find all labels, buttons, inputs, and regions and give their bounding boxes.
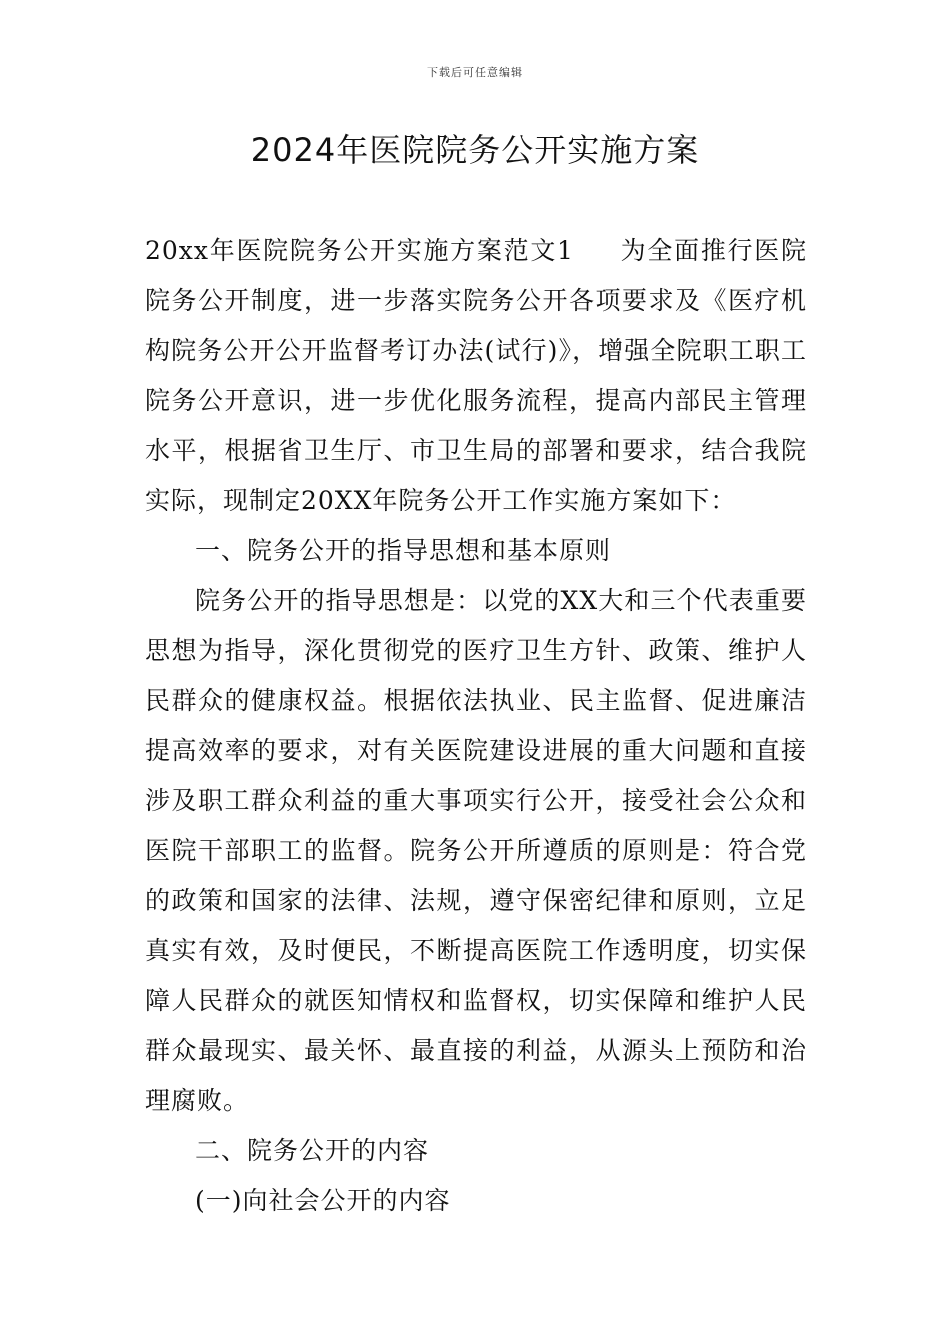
header-note: 下载后可任意编辑 [427,66,523,79]
section2-subheading: (一)向社会公开的内容 [195,1186,451,1215]
intro-body: 为全面推行医院院务公开制度，进一步落实院务公开各项要求及《医疗机构院务公开公开监督考订办法(试行)》，增强全院职工职工院务公开意识，进一步优化服务流程，提高内部民主管理水平，根据省卫生厅、市卫生局的部署和要求，结合我院实际，现制定20XX年院务公开工作实施方案如下： [145,236,807,515]
document-title: 2024年医院院务公开实施方案 [250,131,700,169]
intro-lead: 20xx年医院院务公开实施方案范文1 [145,236,574,265]
section1-heading: 一、院务公开的指导思想和基本原则 [195,536,612,565]
document-body [145,226,807,1226]
section2-heading: 二、院务公开的内容 [195,1136,430,1165]
intro-paragraph [145,226,807,526]
section1-paragraph: 院务公开的指导思想是：以党的XX大和三个代表重要思想为指导，深化贯彻党的医疗卫生方针、政策、维护人民群众的健康权益。根据依法执业、民主监督、促进廉洁提高效率的要求，对有关医院建设进展的重大问题和直接涉及职工群众利益的重大事项实行公开，接受社会公众和医院干部职工的监督。院务公开所遵质的原则是：符合党的政策和国家的法律、法规，遵守保密纪律和原则，立足真实有效，及时便民，不断提高医院工作透明度，切实保障人民群众的就医知情权和监督权，切实保障和维护人民群众最现实、最关怀、最直接的利益，从源头上预防和治理腐败。 [145,586,807,1115]
